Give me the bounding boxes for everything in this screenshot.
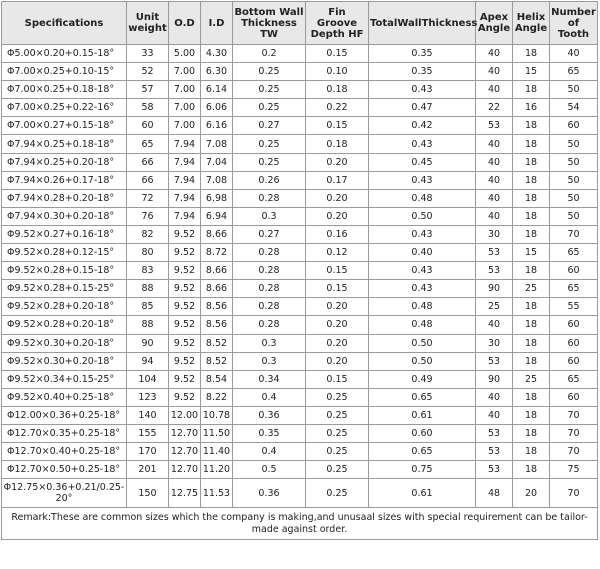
value-cell: 60 (550, 117, 598, 135)
value-cell: 7.94 (169, 171, 201, 189)
value-cell: 0.20 (306, 334, 369, 352)
table-row (2, 171, 598, 189)
value-cell: 60 (550, 388, 598, 406)
value-cell: 7.00 (169, 81, 201, 99)
spec-cell: Φ7.94×0.30+0.20-18° (2, 207, 127, 225)
value-cell: 0.17 (306, 171, 369, 189)
value-cell: 0.35 (369, 45, 476, 63)
header-cell: O.D (169, 2, 201, 45)
value-cell: 0.20 (306, 352, 369, 370)
value-cell: 6.98 (201, 189, 233, 207)
value-cell: 70 (550, 443, 598, 461)
spec-cell: Φ7.94×0.28+0.20-18° (2, 189, 127, 207)
value-cell: 0.43 (369, 225, 476, 243)
spec-cell: Φ7.00×0.27+0.15-18° (2, 117, 127, 135)
value-cell: 8.66 (201, 280, 233, 298)
table-row (2, 316, 598, 334)
table-row (2, 81, 598, 99)
spec-cell: Φ7.94×0.25+0.20-18° (2, 153, 127, 171)
value-cell: 53 (476, 424, 513, 442)
table-row (2, 298, 598, 316)
value-cell: 20 (513, 479, 550, 508)
value-cell: 0.20 (306, 189, 369, 207)
table-row (2, 334, 598, 352)
value-cell: 57 (127, 81, 169, 99)
value-cell: 40 (476, 153, 513, 171)
table-row (2, 45, 598, 63)
value-cell: 0.20 (306, 316, 369, 334)
table-row (2, 225, 598, 243)
spec-cell: Φ7.00×0.25+0.10-15° (2, 63, 127, 81)
value-cell: 18 (513, 334, 550, 352)
spec-cell: Φ7.94×0.26+0.17-18° (2, 171, 127, 189)
spec-cell: Φ12.70×0.50+0.25-18° (2, 461, 127, 479)
value-cell: 18 (513, 135, 550, 153)
table-row (2, 352, 598, 370)
value-cell: 0.65 (369, 443, 476, 461)
value-cell: 8.52 (201, 352, 233, 370)
value-cell: 65 (550, 370, 598, 388)
value-cell: 18 (513, 189, 550, 207)
value-cell: 8.66 (201, 262, 233, 280)
value-cell: 0.15 (306, 117, 369, 135)
value-cell: 8.54 (201, 370, 233, 388)
value-cell: 10.78 (201, 406, 233, 424)
value-cell: 8.56 (201, 316, 233, 334)
value-cell: 72 (127, 189, 169, 207)
table-row (2, 424, 598, 442)
value-cell: 83 (127, 262, 169, 280)
value-cell: 94 (127, 352, 169, 370)
value-cell: 0.28 (233, 262, 306, 280)
value-cell: 12.00 (169, 406, 201, 424)
value-cell: 18 (513, 171, 550, 189)
table-row (2, 388, 598, 406)
remark-row (2, 508, 598, 540)
table-header-row (2, 2, 598, 45)
value-cell: 0.4 (233, 443, 306, 461)
spec-cell: Φ7.94×0.25+0.18-18° (2, 135, 127, 153)
table-row (2, 370, 598, 388)
value-cell: 0.34 (233, 370, 306, 388)
value-cell: 90 (476, 280, 513, 298)
value-cell: 60 (550, 316, 598, 334)
value-cell: 0.50 (369, 352, 476, 370)
value-cell: 60 (550, 334, 598, 352)
value-cell: 0.12 (306, 244, 369, 262)
value-cell: 0.28 (233, 189, 306, 207)
value-cell: 60 (550, 262, 598, 280)
value-cell: 9.52 (169, 334, 201, 352)
header-cell: Apex Angle (476, 2, 513, 45)
value-cell: 0.25 (306, 406, 369, 424)
value-cell: 7.00 (169, 99, 201, 117)
value-cell: 70 (550, 479, 598, 508)
value-cell: 0.15 (306, 370, 369, 388)
value-cell: 6.06 (201, 99, 233, 117)
value-cell: 9.52 (169, 225, 201, 243)
value-cell: 25 (476, 298, 513, 316)
value-cell: 50 (550, 207, 598, 225)
value-cell: 0.26 (233, 171, 306, 189)
value-cell: 5.00 (169, 45, 201, 63)
value-cell: 104 (127, 370, 169, 388)
value-cell: 65 (127, 135, 169, 153)
value-cell: 6.16 (201, 117, 233, 135)
value-cell: 7.08 (201, 135, 233, 153)
value-cell: 0.36 (233, 406, 306, 424)
value-cell: 18 (513, 153, 550, 171)
table-row (2, 244, 598, 262)
value-cell: 8.66 (201, 225, 233, 243)
value-cell: 170 (127, 443, 169, 461)
header-cell: Unit weight (127, 2, 169, 45)
spec-cell: Φ9.52×0.28+0.15-18° (2, 262, 127, 280)
value-cell: 155 (127, 424, 169, 442)
spec-cell: Φ12.70×0.40+0.25-18° (2, 443, 127, 461)
value-cell: 7.00 (169, 117, 201, 135)
value-cell: 0.50 (369, 207, 476, 225)
value-cell: 30 (476, 334, 513, 352)
table-row (2, 189, 598, 207)
header-cell: Helix Angle (513, 2, 550, 45)
header-cell: I.D (201, 2, 233, 45)
value-cell: 53 (476, 352, 513, 370)
value-cell: 18 (513, 388, 550, 406)
value-cell: 58 (127, 99, 169, 117)
value-cell: 60 (550, 352, 598, 370)
table-row (2, 207, 598, 225)
value-cell: 18 (513, 406, 550, 424)
value-cell: 70 (550, 225, 598, 243)
value-cell: 18 (513, 225, 550, 243)
value-cell: 66 (127, 153, 169, 171)
table-row (2, 117, 598, 135)
value-cell: 0.61 (369, 406, 476, 424)
table-row (2, 153, 598, 171)
value-cell: 7.04 (201, 153, 233, 171)
value-cell: 0.49 (369, 370, 476, 388)
value-cell: 16 (513, 99, 550, 117)
value-cell: 50 (550, 135, 598, 153)
value-cell: 9.52 (169, 316, 201, 334)
value-cell: 0.25 (233, 63, 306, 81)
value-cell: 7.08 (201, 171, 233, 189)
value-cell: 50 (550, 171, 598, 189)
value-cell: 7.94 (169, 135, 201, 153)
value-cell: 0.18 (306, 135, 369, 153)
value-cell: 0.3 (233, 207, 306, 225)
value-cell: 0.27 (233, 225, 306, 243)
value-cell: 4.30 (201, 45, 233, 63)
spec-cell: Φ9.52×0.28+0.20-18° (2, 298, 127, 316)
value-cell: 65 (550, 280, 598, 298)
value-cell: 0.60 (369, 424, 476, 442)
value-cell: 0.28 (233, 244, 306, 262)
value-cell: 40 (476, 63, 513, 81)
value-cell: 0.48 (369, 189, 476, 207)
table-row (2, 135, 598, 153)
value-cell: 90 (127, 334, 169, 352)
value-cell: 0.48 (369, 298, 476, 316)
value-cell: 15 (513, 63, 550, 81)
value-cell: 0.43 (369, 171, 476, 189)
header-cell: Number of Tooth (550, 2, 598, 45)
value-cell: 52 (127, 63, 169, 81)
value-cell: 88 (127, 316, 169, 334)
value-cell: 0.50 (369, 334, 476, 352)
value-cell: 40 (550, 45, 598, 63)
value-cell: 18 (513, 81, 550, 99)
value-cell: 18 (513, 262, 550, 280)
value-cell: 12.70 (169, 424, 201, 442)
value-cell: 0.5 (233, 461, 306, 479)
value-cell: 0.15 (306, 262, 369, 280)
value-cell: 123 (127, 388, 169, 406)
spec-cell: Φ9.52×0.27+0.16-18° (2, 225, 127, 243)
value-cell: 9.52 (169, 352, 201, 370)
value-cell: 0.3 (233, 352, 306, 370)
value-cell: 140 (127, 406, 169, 424)
value-cell: 18 (513, 298, 550, 316)
value-cell: 50 (550, 153, 598, 171)
value-cell: 0.27 (233, 117, 306, 135)
spec-table-container (1, 1, 597, 540)
value-cell: 0.42 (369, 117, 476, 135)
value-cell: 11.40 (201, 443, 233, 461)
header-cell: TotalWallThickness (369, 2, 476, 45)
value-cell: 53 (476, 461, 513, 479)
spec-cell: Φ7.00×0.25+0.22-16° (2, 99, 127, 117)
value-cell: 70 (550, 406, 598, 424)
value-cell: 50 (550, 81, 598, 99)
value-cell: 0.75 (369, 461, 476, 479)
value-cell: 53 (476, 117, 513, 135)
value-cell: 8.22 (201, 388, 233, 406)
table-row (2, 479, 598, 508)
value-cell: 7.94 (169, 207, 201, 225)
value-cell: 0.16 (306, 225, 369, 243)
value-cell: 53 (476, 262, 513, 280)
value-cell: 18 (513, 424, 550, 442)
value-cell: 0.15 (306, 45, 369, 63)
value-cell: 6.14 (201, 81, 233, 99)
spec-cell: Φ12.70×0.35+0.25-18° (2, 424, 127, 442)
value-cell: 40 (476, 45, 513, 63)
value-cell: 9.52 (169, 280, 201, 298)
value-cell: 18 (513, 207, 550, 225)
spec-cell: Φ9.52×0.30+0.20-18° (2, 334, 127, 352)
value-cell: 18 (513, 117, 550, 135)
value-cell: 80 (127, 244, 169, 262)
value-cell: 0.2 (233, 45, 306, 63)
value-cell: 0.25 (233, 81, 306, 99)
value-cell: 11.53 (201, 479, 233, 508)
table-row (2, 280, 598, 298)
value-cell: 0.43 (369, 135, 476, 153)
value-cell: 88 (127, 280, 169, 298)
table-row (2, 63, 598, 81)
table-row (2, 406, 598, 424)
value-cell: 0.45 (369, 153, 476, 171)
value-cell: 70 (550, 424, 598, 442)
value-cell: 0.25 (306, 479, 369, 508)
value-cell: 7.94 (169, 189, 201, 207)
value-cell: 60 (127, 117, 169, 135)
value-cell: 54 (550, 99, 598, 117)
value-cell: 0.28 (233, 316, 306, 334)
value-cell: 0.48 (369, 316, 476, 334)
value-cell: 0.36 (233, 479, 306, 508)
value-cell: 0.61 (369, 479, 476, 508)
value-cell: 18 (513, 443, 550, 461)
value-cell: 8.56 (201, 298, 233, 316)
remark-text: Remark:These are common sizes which the company is making,and unusaal sizes with special requirement can be tailor-made against order. (2, 508, 598, 540)
value-cell: 40 (476, 207, 513, 225)
value-cell: 15 (513, 244, 550, 262)
value-cell: 12.70 (169, 443, 201, 461)
value-cell: 18 (513, 352, 550, 370)
value-cell: 18 (513, 45, 550, 63)
value-cell: 40 (476, 135, 513, 153)
value-cell: 33 (127, 45, 169, 63)
value-cell: 9.52 (169, 244, 201, 262)
value-cell: 0.40 (369, 244, 476, 262)
table-body (2, 45, 598, 508)
value-cell: 0.25 (233, 99, 306, 117)
value-cell: 11.20 (201, 461, 233, 479)
value-cell: 53 (476, 443, 513, 461)
value-cell: 9.52 (169, 298, 201, 316)
value-cell: 8.72 (201, 244, 233, 262)
value-cell: 0.43 (369, 81, 476, 99)
value-cell: 12.70 (169, 461, 201, 479)
value-cell: 25 (513, 280, 550, 298)
specifications-table (1, 1, 598, 540)
value-cell: 25 (513, 370, 550, 388)
value-cell: 0.22 (306, 99, 369, 117)
value-cell: 18 (513, 316, 550, 334)
table-row (2, 461, 598, 479)
spec-cell: Φ9.52×0.34+0.15-25° (2, 370, 127, 388)
value-cell: 76 (127, 207, 169, 225)
value-cell: 9.52 (169, 388, 201, 406)
value-cell: 11.50 (201, 424, 233, 442)
value-cell: 0.15 (306, 280, 369, 298)
value-cell: 0.28 (233, 298, 306, 316)
value-cell: 0.47 (369, 99, 476, 117)
value-cell: 66 (127, 171, 169, 189)
value-cell: 9.52 (169, 262, 201, 280)
value-cell: 0.25 (233, 135, 306, 153)
value-cell: 201 (127, 461, 169, 479)
value-cell: 18 (513, 461, 550, 479)
value-cell: 85 (127, 298, 169, 316)
value-cell: 0.28 (233, 280, 306, 298)
value-cell: 0.35 (233, 424, 306, 442)
table-row (2, 99, 598, 117)
spec-cell: Φ9.52×0.30+0.20-18° (2, 352, 127, 370)
value-cell: 150 (127, 479, 169, 508)
value-cell: 8.52 (201, 334, 233, 352)
header-cell: Fin Groove Depth HF (306, 2, 369, 45)
value-cell: 40 (476, 406, 513, 424)
value-cell: 40 (476, 316, 513, 334)
value-cell: 7.00 (169, 63, 201, 81)
spec-cell: Φ9.52×0.28+0.12-15° (2, 244, 127, 262)
value-cell: 90 (476, 370, 513, 388)
spec-cell: Φ9.52×0.28+0.15-25° (2, 280, 127, 298)
value-cell: 40 (476, 189, 513, 207)
value-cell: 0.43 (369, 280, 476, 298)
value-cell: 65 (550, 244, 598, 262)
value-cell: 0.25 (306, 443, 369, 461)
value-cell: 75 (550, 461, 598, 479)
header-cell: Bottom Wall Thickness TW (233, 2, 306, 45)
value-cell: 22 (476, 99, 513, 117)
value-cell: 0.65 (369, 388, 476, 406)
value-cell: 0.20 (306, 153, 369, 171)
value-cell: 0.10 (306, 63, 369, 81)
value-cell: 0.43 (369, 262, 476, 280)
spec-cell: Φ12.00×0.36+0.25-18° (2, 406, 127, 424)
value-cell: 6.30 (201, 63, 233, 81)
value-cell: 0.35 (369, 63, 476, 81)
value-cell: 9.52 (169, 370, 201, 388)
spec-cell: Φ7.00×0.25+0.18-18° (2, 81, 127, 99)
value-cell: 40 (476, 388, 513, 406)
value-cell: 0.18 (306, 81, 369, 99)
value-cell: 40 (476, 171, 513, 189)
value-cell: 55 (550, 298, 598, 316)
value-cell: 0.25 (306, 424, 369, 442)
value-cell: 6.94 (201, 207, 233, 225)
value-cell: 65 (550, 63, 598, 81)
value-cell: 0.25 (306, 461, 369, 479)
spec-cell: Φ9.52×0.28+0.20-18° (2, 316, 127, 334)
table-row (2, 443, 598, 461)
value-cell: 50 (550, 189, 598, 207)
value-cell: 53 (476, 244, 513, 262)
value-cell: 0.25 (233, 153, 306, 171)
value-cell: 0.3 (233, 334, 306, 352)
value-cell: 0.20 (306, 207, 369, 225)
value-cell: 0.20 (306, 298, 369, 316)
value-cell: 12.75 (169, 479, 201, 508)
value-cell: 82 (127, 225, 169, 243)
value-cell: 30 (476, 225, 513, 243)
value-cell: 40 (476, 81, 513, 99)
value-cell: 7.94 (169, 153, 201, 171)
value-cell: 48 (476, 479, 513, 508)
spec-cell: Φ9.52×0.40+0.25-18° (2, 388, 127, 406)
value-cell: 0.25 (306, 388, 369, 406)
table-row (2, 262, 598, 280)
spec-cell: Φ12.75×0.36+0.21/0.25-20° (2, 479, 127, 508)
header-cell: Specifications (2, 2, 127, 45)
spec-cell: Φ5.00×0.20+0.15-18° (2, 45, 127, 63)
value-cell: 0.4 (233, 388, 306, 406)
